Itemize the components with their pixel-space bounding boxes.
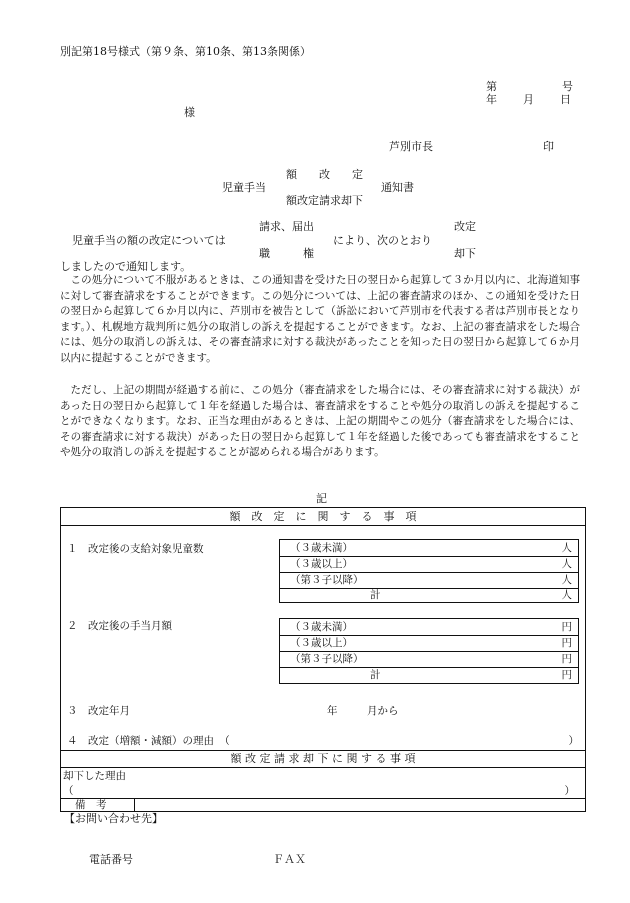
issuer-name: 芦別市長 xyxy=(389,140,433,153)
item1-label: １ 改定後の支給対象児童数 xyxy=(67,543,204,555)
number-prefix: 第 xyxy=(486,80,497,93)
phone-label: 電話番号 xyxy=(89,853,133,866)
item3-year: 年 xyxy=(327,705,338,717)
appeal-text-2: ただし、上記の期間が経過する前に、この処分（審査請求をした場合には、その審査請求に対する裁決）があった日の翌日から起算して１年を経過した場合は、審査請求をすることや処分の取消しの訴えを提起することができなくなります。なお、正当な理由があるときは、上記の期間やこの処分（審査請求をした場合には、その審査請求に対する裁決）があった日の翌日から起算して１年を経過した後であっても審査請求をすることや処分の取消しの訴えを提起することが認められる場合があります。 xyxy=(60,384,580,459)
intro-result-upper: 改定 xyxy=(454,220,476,233)
revision-heading: 額 改 定 に 関 す る 事 項 xyxy=(229,510,417,523)
item3-from-month: 月から xyxy=(367,705,399,717)
divider xyxy=(280,651,578,652)
divider xyxy=(61,750,585,751)
date-year: 年 xyxy=(486,93,497,106)
item2-row-third: （第３子以降） xyxy=(290,653,364,665)
item2-row-under3: （３歳未満） xyxy=(290,621,353,633)
rejection-heading: 額 改 定 請 求 却 下 に 関 す る 事 項 xyxy=(230,752,416,765)
appeal-paragraph-1 xyxy=(60,273,580,367)
intro-middle: により、次のとおり xyxy=(333,234,432,247)
intro-reason-lower: 職 権 xyxy=(259,247,314,260)
child-count-box xyxy=(279,539,579,603)
appeal-text-1: この処分について不服があるときは、この通知書を受けた日の翌日から起算して３か月以内に、北海道知事に対して審査請求をすることができます。この処分については、上記の審査請求のほか、この通知を受けた日の翌日から起算して６か月以内に、芦別市を被告として（訴訟において芦別市を代表する者は芦別市長となります。）、札幌地方裁判所に処分の取消しの訴えを提起することができます。なお、上記の審査請求をした場合には、処分の取消しの訴えは、その審査請求に対する裁決があったことを知った日の翌日から起算して６か月以内に提起することができます。 xyxy=(60,274,580,364)
title-option-upper: 額 改 定 xyxy=(286,168,363,181)
item2-row-over3: （３歳以上） xyxy=(290,637,353,649)
item1-unit: 人 xyxy=(561,589,572,601)
item3-label: ３ 改定年月 xyxy=(67,705,130,717)
item2-total: 計 xyxy=(370,669,381,681)
intro-reason-upper: 請求、届出 xyxy=(259,220,314,233)
item1-total: 計 xyxy=(370,589,381,601)
addressee-honorific: 様 xyxy=(184,106,195,119)
appeal-paragraph-2 xyxy=(60,383,580,461)
rejection-close-paren: ） xyxy=(564,785,575,797)
intro-result-lower: 却下 xyxy=(454,247,476,260)
item1-row-third: （第３子以降） xyxy=(290,574,364,586)
item2-label: ２ 改定後の手当月額 xyxy=(67,620,172,632)
rejection-open-paren: （ xyxy=(63,785,74,797)
item2-unit: 円 xyxy=(561,669,572,681)
item1-row-under3: （３歳未満） xyxy=(290,542,353,554)
fax-label: ＦＡＸ xyxy=(273,853,306,866)
monthly-amount-box xyxy=(279,618,579,684)
title-subject: 児童手当 xyxy=(222,181,266,194)
title-suffix: 通知書 xyxy=(381,181,414,194)
divider xyxy=(280,572,578,573)
date-day: 日 xyxy=(560,93,571,106)
item4-close-paren: ） xyxy=(568,735,579,747)
title-option-lower: 額改定請求却下 xyxy=(286,194,363,207)
item1-unit: 人 xyxy=(561,574,572,586)
date-month: 月 xyxy=(523,93,534,106)
details-table xyxy=(60,507,586,812)
item4-label: ４ 改定（増額・減額）の理由 （ xyxy=(67,735,230,747)
item2-unit: 円 xyxy=(561,621,572,633)
divider xyxy=(280,588,578,589)
item1-unit: 人 xyxy=(561,542,572,554)
remarks-divider xyxy=(134,798,135,812)
rejection-reason-label: 却下した理由 xyxy=(63,770,126,782)
number-suffix: 号 xyxy=(562,80,573,93)
divider xyxy=(61,767,585,768)
contact-heading: 【お問い合わせ先】 xyxy=(64,812,163,825)
ki-heading: 記 xyxy=(316,492,327,505)
divider xyxy=(61,798,585,799)
divider xyxy=(280,667,578,668)
divider xyxy=(280,556,578,557)
divider xyxy=(61,525,585,526)
item1-unit: 人 xyxy=(561,558,572,570)
intro-closing: しましたので通知します。 xyxy=(60,260,192,273)
intro-prefix: 児童手当の額の改定については xyxy=(72,234,226,247)
item1-row-over3: （３歳以上） xyxy=(290,558,353,570)
item2-unit: 円 xyxy=(561,653,572,665)
divider xyxy=(280,635,578,636)
item2-unit: 円 xyxy=(561,637,572,649)
remarks-label: 備 考 xyxy=(75,799,107,811)
form-title: 別記第18号様式（第９条、第10条、第13条関係） xyxy=(60,45,311,58)
seal-mark: 印 xyxy=(543,140,554,153)
